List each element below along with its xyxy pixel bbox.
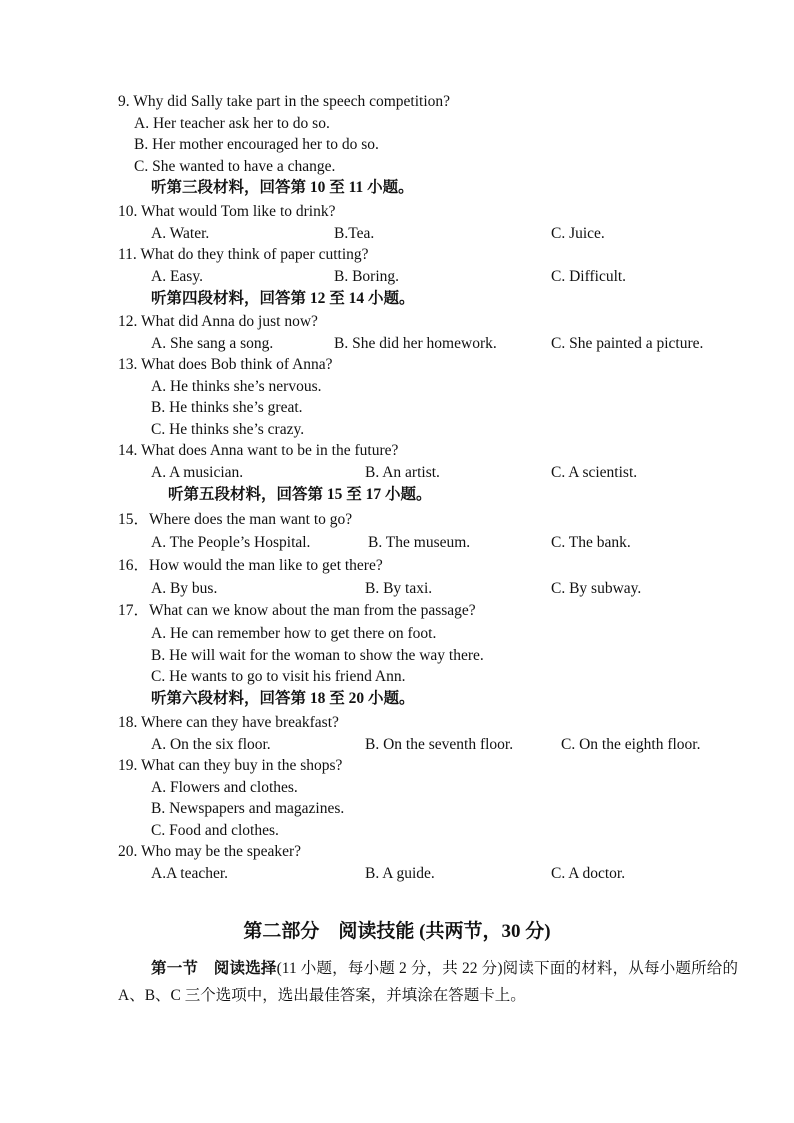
- question-16-stem: 16．How would the man like to get there?: [118, 557, 383, 574]
- question-12-option-b: B. She did her homework.: [334, 335, 497, 352]
- listening-section-6-heading: 听第六段材料，回答第 18 至 20 小题。: [151, 690, 415, 707]
- question-13-option-c: C. He thinks she’s crazy.: [151, 421, 305, 438]
- question-18-option-b: B. On the seventh floor.: [365, 736, 514, 753]
- section-1-label: 第一节 阅读选择: [151, 960, 277, 977]
- question-15-option-a: A. The People’s Hospital.: [151, 534, 311, 551]
- question-15-option-b: B. The museum.: [368, 534, 471, 551]
- question-13-option-a: A. He thinks she’s nervous.: [151, 378, 322, 395]
- question-9-option-c: C. She wanted to have a change.: [134, 158, 336, 175]
- question-20-stem: 20. Who may be the speaker?: [118, 843, 302, 860]
- question-11-option-c: C. Difficult.: [551, 268, 627, 285]
- question-10-option-a: A. Water.: [151, 225, 210, 242]
- question-12-option-c: C. She painted a picture.: [551, 335, 704, 352]
- question-12-stem: 12. What did Anna do just now?: [118, 313, 318, 330]
- section-1-instructions: (11 小题，每小题 2 分，共 22 分)阅读下面的材料，从每小题所给的 A、B、C 三个选项中，选出最佳答案，并填涂在答题卡上。: [118, 960, 738, 1004]
- question-14-option-c: C. A scientist.: [551, 464, 638, 481]
- question-20-option-b: B. A guide.: [365, 865, 435, 882]
- question-10-option-c: C. Juice.: [551, 225, 605, 242]
- question-11-option-b: B. Boring.: [334, 268, 400, 285]
- question-17-option-a: A. He can remember how to get there on foot.: [151, 625, 437, 642]
- question-15-option-c: C. The bank.: [551, 534, 631, 551]
- question-19-stem: 19. What can they buy in the shops?: [118, 757, 343, 774]
- question-14-option-a: A. A musician.: [151, 464, 244, 481]
- question-18-option-a: A. On the six floor.: [151, 736, 271, 753]
- question-17-option-c: C. He wants to go to visit his friend Ann.: [151, 668, 406, 685]
- listening-section-4-heading: 听第四段材料，回答第 12 至 14 小题。: [151, 290, 415, 307]
- question-9-stem: 9. Why did Sally take part in the speech competition?: [118, 93, 451, 110]
- question-10-option-b: B.Tea.: [334, 225, 375, 242]
- question-19-option-c: C. Food and clothes.: [151, 822, 279, 839]
- question-16-option-a: A. By bus.: [151, 580, 218, 597]
- question-11-stem: 11. What do they think of paper cutting?: [118, 246, 369, 263]
- question-16-option-b: B. By taxi.: [365, 580, 433, 597]
- question-19-option-a: A. Flowers and clothes.: [151, 779, 298, 796]
- question-12-option-a: A. She sang a song.: [151, 335, 274, 352]
- question-16-option-c: C. By subway.: [551, 580, 642, 597]
- question-20-option-c: C. A doctor.: [551, 865, 626, 882]
- question-18-stem: 18. Where can they have breakfast?: [118, 714, 339, 731]
- question-9-option-b: B. Her mother encouraged her to do so.: [134, 136, 379, 153]
- question-13-stem: 13. What does Bob think of Anna?: [118, 356, 333, 373]
- question-17-option-b: B. He will wait for the woman to show the way there.: [151, 647, 484, 664]
- question-19-option-b: B. Newspapers and magazines.: [151, 800, 345, 817]
- question-17-stem: 17．What can we know about the man from the passage?: [118, 602, 476, 619]
- part-2-title: 第二部分 阅读技能 (共两节，30 分): [243, 921, 551, 942]
- question-9-option-a: A. Her teacher ask her to do so.: [134, 115, 330, 132]
- question-13-option-b: B. He thinks she’s great.: [151, 399, 303, 416]
- question-10-stem: 10. What would Tom like to drink?: [118, 203, 336, 220]
- question-14-stem: 14. What does Anna want to be in the future?: [118, 442, 399, 459]
- question-18-option-c: C. On the eighth floor.: [561, 736, 701, 753]
- listening-section-5-heading: 听第五段材料，回答第 15 至 17 小题。: [168, 486, 432, 503]
- question-14-option-b: B. An artist.: [365, 464, 440, 481]
- question-20-option-a: A.A teacher.: [151, 865, 229, 882]
- listening-section-3-heading: 听第三段材料，回答第 10 至 11 小题。: [151, 179, 414, 196]
- question-11-option-a: A. Easy.: [151, 268, 203, 285]
- part-2-instructions: [118, 955, 738, 1009]
- question-15-stem: 15．Where does the man want to go?: [118, 511, 353, 528]
